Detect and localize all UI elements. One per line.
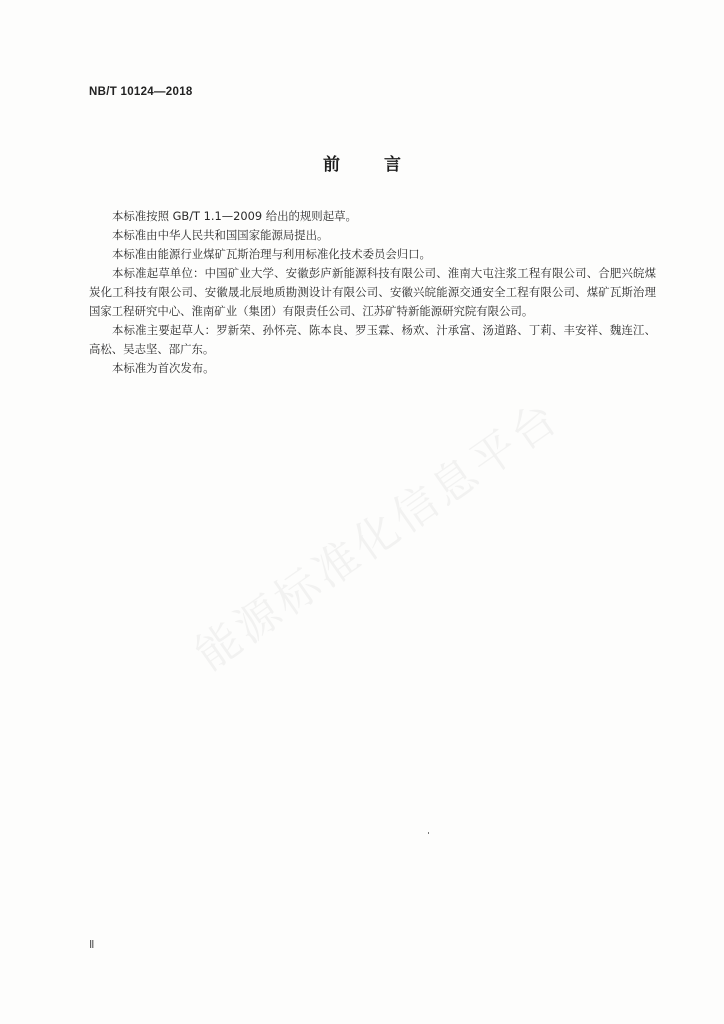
foreword-body bbox=[89, 207, 656, 378]
scan-speck bbox=[428, 832, 429, 834]
paragraph-drafting-units: 本标准起草单位：中国矿业大学、安徽彭庐新能源科技有限公司、淮南大屯注浆工程有限公司、合肥兴皖煤炭化工科技有限公司、安徽晟北辰地质勘测设计有限公司、安徽兴皖能源交通安全工程有限公司、煤矿瓦斯治理国家工程研究中心、淮南矿业（集团）有限责任公司、江苏矿特新能源研究院有限公司。 bbox=[89, 266, 656, 318]
paragraph-proposer: 本标准由中华人民共和国国家能源局提出。 bbox=[112, 228, 329, 242]
page-number: Ⅱ bbox=[89, 938, 95, 951]
paragraph-committee: 本标准由能源行业煤矿瓦斯治理与利用标准化技术委员会归口。 bbox=[112, 247, 431, 261]
paragraph-first-release: 本标准为首次发布。 bbox=[112, 361, 215, 375]
watermark: 能源标准化信息平台 bbox=[186, 391, 570, 681]
page-title bbox=[0, 150, 724, 175]
title-char-1: 前 bbox=[323, 155, 340, 175]
title-char-2: 言 bbox=[384, 155, 401, 175]
paragraph-drafters: 本标准主要起草人：罗新荣、孙怀亮、陈本良、罗玉霖、杨欢、汁承富、汤道路、丁莉、丰安祥、魏连江、高松、吴志坚、邵广东。 bbox=[89, 323, 656, 356]
paragraph-drafting-rules: 本标准按照 GB/T 1.1—2009 给出的规则起草。 bbox=[112, 209, 357, 223]
standard-number: NB/T 10124—2018 bbox=[89, 86, 193, 98]
